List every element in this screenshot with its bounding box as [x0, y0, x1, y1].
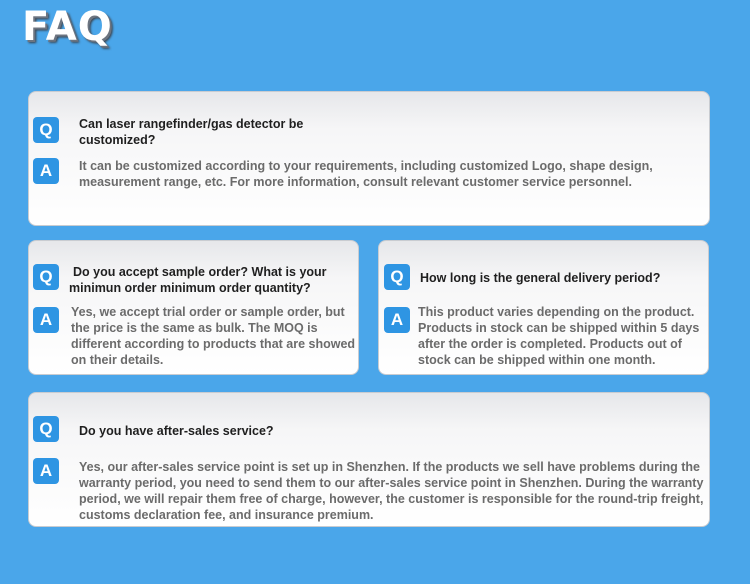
faq-question: How long is the general delivery period? [420, 271, 661, 285]
faq-card-customization [28, 91, 710, 226]
faq-card-after-sales [28, 392, 710, 527]
answer-badge: A [33, 458, 59, 484]
question-badge: Q [33, 416, 59, 442]
faq-question: Can laser rangefinder/gas detector be customized? [79, 117, 304, 147]
faq-question: Do you accept sample order? What is your minimun order minimum order quantity? [69, 265, 327, 295]
question-badge: Q [33, 264, 59, 290]
question-badge: Q [33, 117, 59, 143]
faq-answer: Yes, our after-sales service point is set up in Shenzhen. If the products we sell have problems during the warranty period, you need to send them to our after-sales service point in Shenzhen. During the warranty period, we will repair them free of charge, however, the customer is responsible for the round-trip freight, customs declaration fee, and insurance premium. [79, 460, 704, 522]
faq-question: Do you have after-sales service? [79, 424, 274, 438]
faq-answer: This product varies depending on the product. Products in stock can be shipped within 5 days after the order is completed. Products out of stock can be shipped within one month. [418, 305, 700, 367]
faq-answer: Yes, we accept trial order or sample order, but the price is the same as bulk. The MOQ is different according to products that are showed on their details. [71, 305, 356, 367]
page-title: FAQ [22, 4, 113, 50]
answer-badge: A [33, 158, 59, 184]
faq-card-sample-order [28, 240, 359, 375]
answer-badge: A [33, 307, 59, 333]
faq-answer: It can be customized according to your requirements, including customized Logo, shape design, measurement range, etc. For more information, consult relevant customer service personnel. [79, 159, 653, 189]
faq-card-delivery-period [378, 240, 709, 375]
question-badge: Q [384, 264, 410, 290]
answer-badge: A [384, 307, 410, 333]
